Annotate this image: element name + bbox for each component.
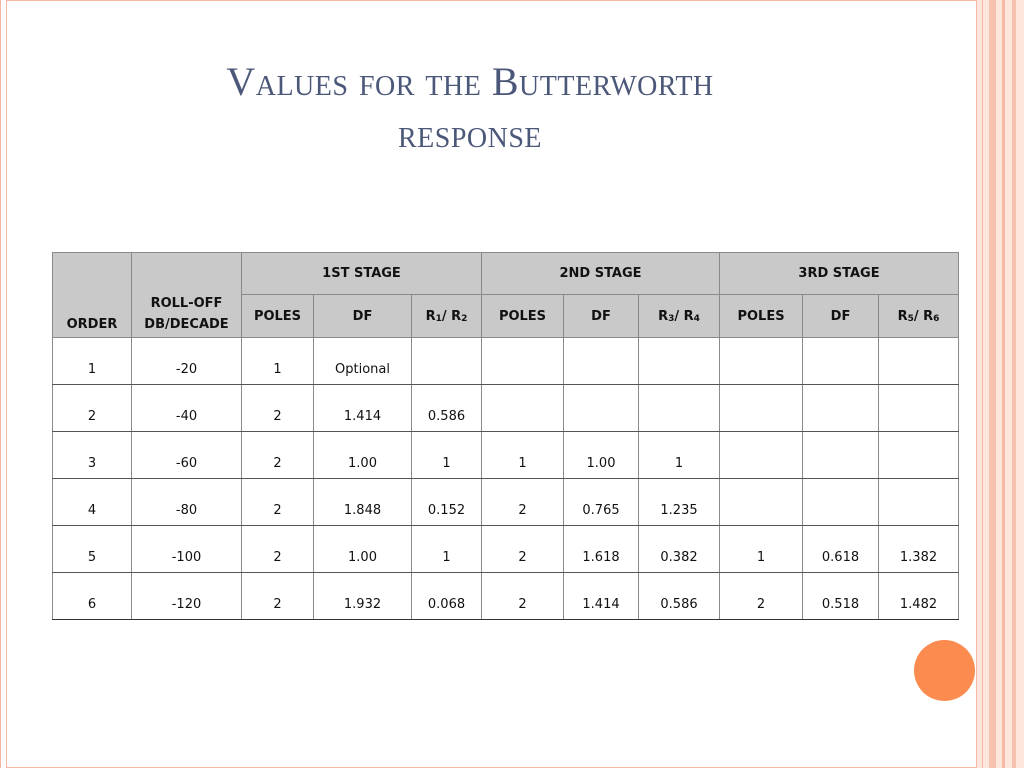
header-poles-3: POLES: [720, 295, 803, 338]
header-stage-3: 3RD STAGE: [720, 253, 959, 295]
table-cell: 1: [412, 432, 482, 479]
table-cell: 2: [242, 573, 314, 620]
table-cell: [879, 479, 959, 526]
table-cell: 2: [53, 385, 132, 432]
table-cell: -80: [132, 479, 242, 526]
table-cell: [720, 432, 803, 479]
table-cell: 1: [242, 338, 314, 385]
table-cell: 0.068: [412, 573, 482, 620]
table-cell: [720, 338, 803, 385]
header-roll-off-line2: DB/DECADE: [144, 317, 229, 332]
table-cell: [803, 385, 879, 432]
table-cell: [639, 385, 720, 432]
table-cell: 0.382: [639, 526, 720, 573]
table-cell: [720, 385, 803, 432]
table-cell: -100: [132, 526, 242, 573]
table-row: [53, 479, 959, 526]
table-cell: [564, 385, 639, 432]
table-cell: [803, 479, 879, 526]
table-cell: [412, 338, 482, 385]
header-poles-1: POLES: [242, 295, 314, 338]
header-roll-off: [132, 253, 242, 338]
table-cell: 2: [242, 479, 314, 526]
table-cell: [879, 385, 959, 432]
header-stage-1: 1ST STAGE: [242, 253, 482, 295]
table-cell: -40: [132, 385, 242, 432]
table-cell: 1: [720, 526, 803, 573]
table-cell: 6: [53, 573, 132, 620]
table-cell: 1.235: [639, 479, 720, 526]
accent-circle: [914, 640, 975, 701]
table-cell: [879, 432, 959, 479]
table-cell: 2: [482, 573, 564, 620]
header-r3-r4: $R_3/$ $R_4$: [639, 295, 720, 338]
header-df-2: DF: [564, 295, 639, 338]
table-cell: [879, 338, 959, 385]
header-r5-r6: $R_5/$ $R_6$: [879, 295, 959, 338]
slide-frame-right-stripes: [976, 0, 1024, 768]
table-cell: 3: [53, 432, 132, 479]
table-cell: 1.00: [314, 526, 412, 573]
table-row: [53, 432, 959, 479]
table-cell: 1.414: [564, 573, 639, 620]
table-cell: [803, 338, 879, 385]
table-cell: [482, 338, 564, 385]
header-order: ORDER: [53, 253, 132, 338]
table-cell: -20: [132, 338, 242, 385]
table-cell: [482, 385, 564, 432]
table-cell: 2: [242, 526, 314, 573]
butterworth-values-table: [52, 252, 959, 620]
table-cell: [564, 338, 639, 385]
table-cell: 1: [482, 432, 564, 479]
table-row: [53, 573, 959, 620]
table-row: [53, 338, 959, 385]
table-row: [53, 526, 959, 573]
header-stage-2: 2ND STAGE: [482, 253, 720, 295]
table-cell: 2: [482, 526, 564, 573]
table-cell: 0.152: [412, 479, 482, 526]
table-cell: 1: [639, 432, 720, 479]
slide-title: [100, 56, 840, 160]
slide-title-line2: response: [397, 111, 543, 156]
table-cell: 2: [720, 573, 803, 620]
slide-title-line1: Values for the Butterworth: [226, 59, 714, 104]
table-cell: 1.482: [879, 573, 959, 620]
table-cell: 2: [242, 432, 314, 479]
table-cell: 5: [53, 526, 132, 573]
table-cell: Optional: [314, 338, 412, 385]
table-cell: 2: [482, 479, 564, 526]
table-row: [53, 385, 959, 432]
header-df-3: DF: [803, 295, 879, 338]
table-cell: 0.618: [803, 526, 879, 573]
table-cell: 0.586: [639, 573, 720, 620]
table-cell: 0.586: [412, 385, 482, 432]
slide-frame-top: [7, 0, 977, 1]
table-cell: [720, 479, 803, 526]
table-cell: -60: [132, 432, 242, 479]
header-df-1: DF: [314, 295, 412, 338]
table-cell: 1.00: [564, 432, 639, 479]
table-cell: 2: [242, 385, 314, 432]
table-cell: 0.765: [564, 479, 639, 526]
table-cell: [803, 432, 879, 479]
header-roll-off-line1: ROLL-OFF: [150, 296, 223, 311]
table-cell: 1.00: [314, 432, 412, 479]
table-cell: 1: [412, 526, 482, 573]
table-cell: 1.382: [879, 526, 959, 573]
table-cell: 1: [53, 338, 132, 385]
header-r1-r2: $R_1/$ $R_2$: [412, 295, 482, 338]
slide-frame-left: [0, 0, 7, 768]
header-poles-2: POLES: [482, 295, 564, 338]
table-cell: 1.848: [314, 479, 412, 526]
table-header-row-stages: [53, 253, 959, 295]
table-cell: 0.518: [803, 573, 879, 620]
table-cell: -120: [132, 573, 242, 620]
table-cell: 4: [53, 479, 132, 526]
table-cell: [639, 338, 720, 385]
table-cell: 1.932: [314, 573, 412, 620]
table-cell: 1.414: [314, 385, 412, 432]
table-cell: 1.618: [564, 526, 639, 573]
